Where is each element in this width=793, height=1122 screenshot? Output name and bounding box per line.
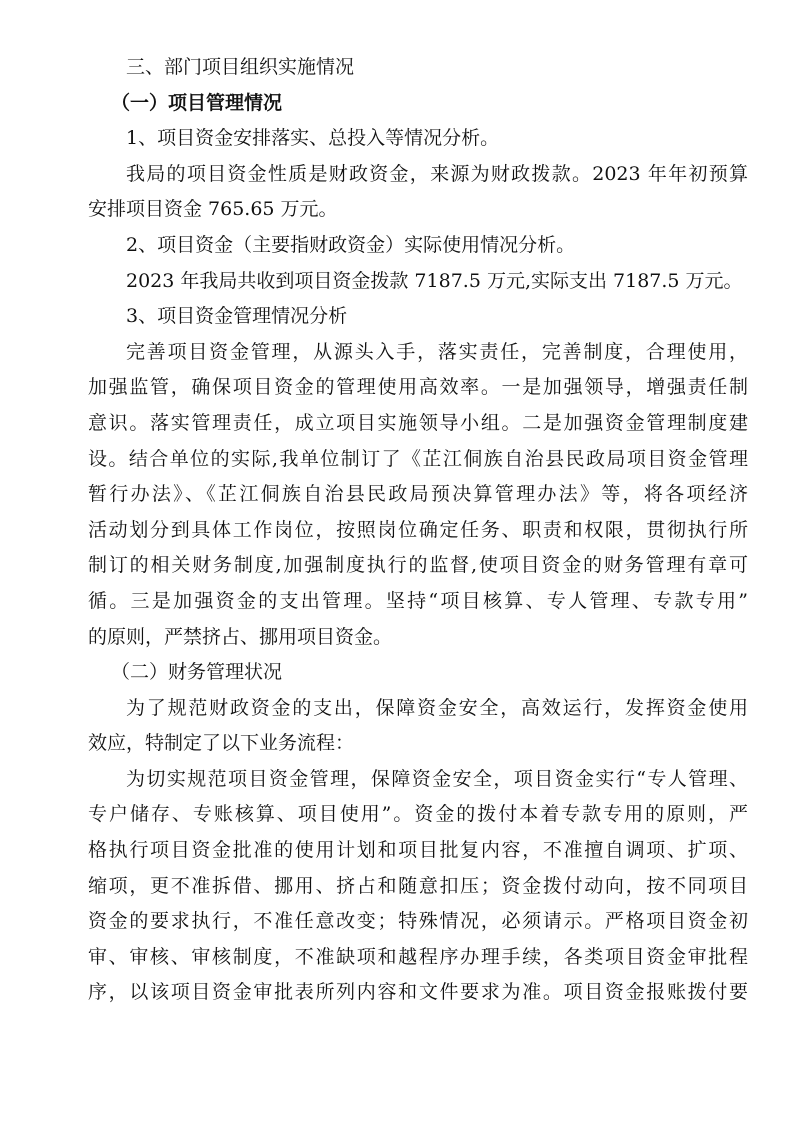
text-line: 安排项目资金 765.65 万元。 [88, 198, 338, 221]
text-line: 效应，特制定了以下业务流程： [88, 732, 355, 755]
text-line: 的原则，严禁挤占、挪用项目资金。 [88, 625, 393, 648]
text-line: 格执行项目资金批准的使用计划和项目批复内容，不准擅自调项、扩项、 [88, 839, 748, 862]
text-line: 活动划分到具体工作岗位，按照岗位确定任务、职责和权限，贯彻执行所 [88, 518, 748, 541]
text-line: 完善项目资金管理，从源头入手，落实责任，完善制度，合理使用， [126, 340, 748, 363]
text-line: 审、审核、审核制度，不准缺项和越程序办理手续，各类项目资金审批程 [88, 945, 748, 968]
section-heading: （一）项目管理情况 [111, 91, 283, 114]
text-line: 缩项，更不准拆借、挪用、挤占和随意扣压；资金拨付动向，按不同项目 [88, 874, 748, 897]
text-line: 专户储存、专账核算、项目使用”。资金的拨付本着专款专用的原则，严 [88, 803, 748, 826]
text-line: 设。结合单位的实际,我单位制订了《芷江侗族自治县民政局项目资金管理 [88, 447, 748, 470]
document-page [88, 50, 748, 1011]
text-line: 3、项目资金管理情况分析 [126, 305, 348, 328]
text-line: 循。三是加强资金的支出管理。坚持“项目核算、专人管理、专款专用” [88, 589, 748, 612]
text-line: 三、部门项目组织实施情况 [126, 56, 355, 78]
text-line: 我局的项目资金性质是财政资金，来源为财政拨款。2023 年年初预算 [126, 162, 748, 185]
text-line: （二）财务管理状况 [111, 661, 283, 684]
text-line: 为切实规范项目资金管理，保障资金安全，项目资金实行“专人管理、 [126, 767, 748, 790]
text-line: 2、项目资金（主要指财政资金）实际使用情况分析。 [126, 233, 576, 256]
text-line: 1、项目资金安排落实、总投入等情况分析。 [126, 127, 500, 150]
text-line: 资金的要求执行，不准任意改变；特殊情况，必须请示。严格项目资金初 [88, 910, 748, 933]
text-line: 序，以该项目资金审批表所列内容和文件要求为准。项目资金报账拨付要 [88, 981, 748, 1004]
text-line: 2023 年我局共收到项目资金拨款 7187.5 万元,实际支出 7187.5 万元。 [126, 269, 743, 292]
text-line: 意识。落实管理责任，成立项目实施领导小组。二是加强资金管理制度建 [88, 411, 748, 434]
text-line: 加强监管，确保项目资金的管理使用高效率。一是加强领导，增强责任制 [88, 376, 748, 399]
text-line: 制订的相关财务制度,加强制度执行的监督,使项目资金的财务管理有章可 [88, 554, 748, 577]
text-line: 暂行办法》、《芷江侗族自治县民政局预决算管理办法》等，将各项经济 [88, 483, 748, 506]
text-line: 为了规范财政资金的支出，保障资金安全，高效运行，发挥资金使用 [126, 696, 748, 719]
